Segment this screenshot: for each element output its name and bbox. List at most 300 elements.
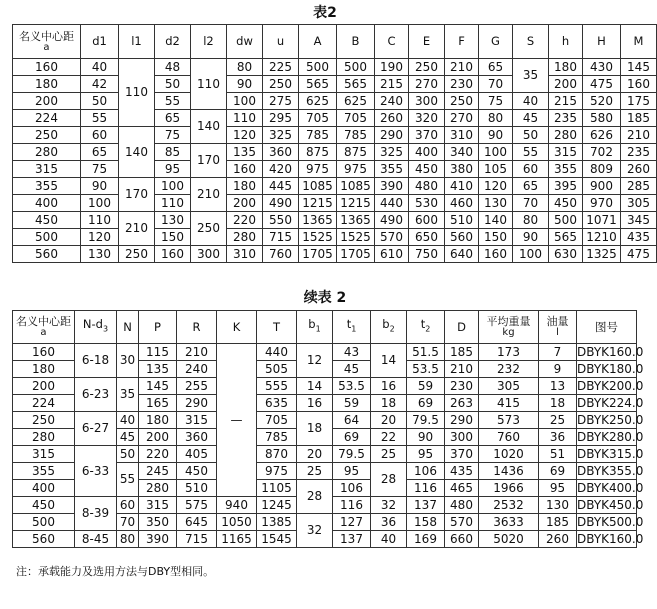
cell-P: 315: [139, 497, 177, 514]
cell-t2: 116: [407, 480, 445, 497]
cell-weight: 305: [479, 378, 539, 395]
cell-weight: 573: [479, 412, 539, 429]
cell-D: 300: [445, 429, 479, 446]
cell-E: 250: [409, 59, 445, 76]
cell-C: 190: [375, 59, 409, 76]
cell-M: 210: [621, 127, 657, 144]
cell-E: 650: [409, 229, 445, 246]
cell-t2: 158: [407, 514, 445, 531]
cell-h: 200: [549, 76, 583, 93]
cell-h: 355: [549, 161, 583, 178]
cell-b2: 32: [371, 497, 407, 514]
cell-A: 875: [299, 144, 337, 161]
cell-t2: 137: [407, 497, 445, 514]
cell-A: 1365: [299, 212, 337, 229]
cell-C: 325: [375, 144, 409, 161]
cell-G: 160: [479, 246, 513, 263]
cell-t2: 59: [407, 378, 445, 395]
cell-M: 435: [621, 229, 657, 246]
cell-G: 90: [479, 127, 513, 144]
header-d1: d1: [81, 25, 119, 59]
row-a: 280: [13, 144, 81, 161]
table2-body: [13, 344, 644, 548]
cell-a: 500: [13, 514, 75, 531]
cell-A: 1085: [299, 178, 337, 195]
cell-D: 370: [445, 446, 479, 463]
cell-t1: 137: [333, 531, 371, 548]
cell-S: 55: [513, 144, 549, 161]
cell-B: 1085: [337, 178, 375, 195]
cell-H: 520: [583, 93, 621, 110]
table2-row: [13, 446, 637, 463]
cell-P: 115: [139, 344, 177, 361]
table1-row: [13, 144, 657, 161]
cell-G: 70: [479, 76, 513, 93]
cell-F: 640: [445, 246, 479, 263]
footnote: 注：承载能力及选用方法与DBY型相同。: [16, 565, 215, 578]
cell-h: 500: [549, 212, 583, 229]
cell-C: 240: [375, 93, 409, 110]
cell-P: 135: [139, 361, 177, 378]
cell-B: 1525: [337, 229, 375, 246]
cell-H: 900: [583, 178, 621, 195]
cell-M: 160: [621, 76, 657, 93]
cell-D: 230: [445, 378, 479, 395]
cell-d1: 40: [81, 59, 119, 76]
cell-dw: 220: [227, 212, 263, 229]
cell-N: 40: [117, 412, 139, 429]
cell-A: 1215: [299, 195, 337, 212]
cell-weight: 2532: [479, 497, 539, 514]
table1-row: [13, 229, 657, 246]
cell-t1: 127: [333, 514, 371, 531]
cell-nd: 8-39: [75, 497, 117, 531]
cell-h: 235: [549, 110, 583, 127]
cell-dw: 135: [227, 144, 263, 161]
cell-S: 100: [513, 246, 549, 263]
cell-fig: DBYK224.0: [577, 395, 644, 410]
cell-D: 435: [445, 463, 479, 480]
cell-H: 970: [583, 195, 621, 212]
cell-H: 1210: [583, 229, 621, 246]
cell-N: 60: [117, 497, 139, 514]
cell-nd: 6-18: [75, 344, 117, 378]
cell-weight: 3633: [479, 514, 539, 531]
cell-d2: 130: [155, 212, 191, 229]
cell-R: 575: [177, 497, 217, 514]
cell-R: 450: [177, 463, 217, 480]
cell-F: 310: [445, 127, 479, 144]
cell-T: 785: [257, 429, 297, 446]
cell-u: 715: [263, 229, 299, 246]
cell-weight: 5020: [479, 531, 539, 548]
cell-l1: 250: [119, 246, 155, 263]
header-A: A: [299, 25, 337, 59]
cell-H: 430: [583, 59, 621, 76]
cell-oil: 13: [539, 378, 577, 395]
cell-d2: 100: [155, 178, 191, 195]
cell-F: 250: [445, 93, 479, 110]
cell-a: 224: [13, 395, 75, 412]
cell-b1: 18: [297, 412, 333, 446]
table1-header-row: [13, 25, 657, 59]
header-drawing-number: 图号: [577, 311, 637, 344]
cell-h: 180: [549, 59, 583, 76]
cell-F: 560: [445, 229, 479, 246]
cell-b2: 22: [371, 429, 407, 446]
row-a: 560: [13, 246, 81, 263]
cell-t2: 79.5: [407, 412, 445, 429]
cell-B: 625: [337, 93, 375, 110]
cell-C: 490: [375, 212, 409, 229]
cell-u: 490: [263, 195, 299, 212]
cell-C: 290: [375, 127, 409, 144]
cell-d2: 85: [155, 144, 191, 161]
row-a: 500: [13, 229, 81, 246]
cell-l2: 170: [191, 144, 227, 178]
cell-S: 80: [513, 212, 549, 229]
cell-P: 165: [139, 395, 177, 412]
row-a: 250: [13, 127, 81, 144]
cell-fig: DBYK500.0: [577, 514, 644, 529]
cell-A: 1705: [299, 246, 337, 263]
cell-D: 465: [445, 480, 479, 497]
cell-N: 55: [117, 463, 139, 497]
header-l1: l1: [119, 25, 155, 59]
cell-l2: 140: [191, 110, 227, 144]
header-S: S: [513, 25, 549, 59]
cell-A: 975: [299, 161, 337, 178]
header-D: D: [445, 311, 479, 344]
cell-oil: 7: [539, 344, 577, 361]
cell-S: 40: [513, 93, 549, 110]
cell-b2: 20: [371, 412, 407, 429]
header-C: C: [375, 25, 409, 59]
cell-R: 715: [177, 531, 217, 548]
cell-F: 460: [445, 195, 479, 212]
cell-B: 565: [337, 76, 375, 93]
header-T: T: [257, 311, 297, 344]
cell-M: 145: [621, 59, 657, 76]
cell-T: 505: [257, 361, 297, 378]
table1-row: [13, 246, 657, 263]
cell-E: 750: [409, 246, 445, 263]
table1-body: [13, 59, 657, 263]
table1-row: [13, 195, 657, 212]
cell-T: 975: [257, 463, 297, 480]
cell-weight: 1436: [479, 463, 539, 480]
cell-oil: 185: [539, 514, 577, 531]
cell-b1: 12: [297, 344, 333, 378]
cell-P: 390: [139, 531, 177, 548]
cell-M: 285: [621, 178, 657, 195]
cell-t1: 116: [333, 497, 371, 514]
row-a: 315: [13, 161, 81, 178]
cell-b1: 14: [297, 378, 333, 395]
cell-B: 875: [337, 144, 375, 161]
cell-A: 785: [299, 127, 337, 144]
cell-R: 510: [177, 480, 217, 497]
cell-weight: 1020: [479, 446, 539, 463]
cell-fig: DBYK450.0: [577, 497, 644, 512]
cell-t1: 45: [333, 361, 371, 378]
cell-A: 1525: [299, 229, 337, 246]
cell-C: 355: [375, 161, 409, 178]
header-center-distance: 名义中心距 a: [13, 311, 75, 344]
table1-row: [13, 212, 657, 229]
header-P: P: [139, 311, 177, 344]
cell-t1: 59: [333, 395, 371, 412]
table1-row: [13, 178, 657, 195]
cell-d2: 50: [155, 76, 191, 93]
row-a: 450: [13, 212, 81, 229]
cell-S: 60: [513, 161, 549, 178]
cell-P: 245: [139, 463, 177, 480]
cell-N: 70: [117, 514, 139, 531]
cell-fig: DBYK400.0: [577, 480, 644, 495]
cell-dw: 310: [227, 246, 263, 263]
cell-d1: 50: [81, 93, 119, 110]
cell-C: 440: [375, 195, 409, 212]
cell-d2: 160: [155, 246, 191, 263]
header-d2: d2: [155, 25, 191, 59]
cell-b2: 18: [371, 395, 407, 412]
cell-M: 305: [621, 195, 657, 212]
header-R: R: [177, 311, 217, 344]
cell-nd: 6-33: [75, 446, 117, 497]
cell-nd: 8-45: [75, 531, 117, 548]
cell-b2: 16: [371, 378, 407, 395]
cell-h: 215: [549, 93, 583, 110]
cell-T: 440: [257, 344, 297, 361]
cell-t1: 79.5: [333, 446, 371, 463]
cell-l2: 110: [191, 59, 227, 110]
cell-dw: 180: [227, 178, 263, 195]
cell-dw: 120: [227, 127, 263, 144]
header-t1: $t_1$: [333, 311, 371, 344]
cell-G: 75: [479, 93, 513, 110]
cell-H: 702: [583, 144, 621, 161]
cell-N: 30: [117, 344, 139, 378]
cell-H: 1071: [583, 212, 621, 229]
cell-d1: 60: [81, 127, 119, 144]
cell-u: 445: [263, 178, 299, 195]
header-F: F: [445, 25, 479, 59]
cell-t1: 69: [333, 429, 371, 446]
cell-a: 250: [13, 412, 75, 429]
cell-B: 975: [337, 161, 375, 178]
cell-d2: 65: [155, 110, 191, 127]
cell-fig: DBYK280.0: [577, 429, 644, 444]
cell-oil: 51: [539, 446, 577, 463]
table1-row: [13, 110, 657, 127]
cell-oil: 9: [539, 361, 577, 378]
cell-a: 400: [13, 480, 75, 497]
cell-E: 450: [409, 161, 445, 178]
cell-d1: 75: [81, 161, 119, 178]
cell-F: 380: [445, 161, 479, 178]
cell-M: 235: [621, 144, 657, 161]
cell-E: 270: [409, 76, 445, 93]
cell-F: 510: [445, 212, 479, 229]
cell-dw: 280: [227, 229, 263, 246]
row-a: 180: [13, 76, 81, 93]
cell-S: 50: [513, 127, 549, 144]
cell-t2: 51.5: [407, 344, 445, 361]
cell-a: 200: [13, 378, 75, 395]
cell-dw: 160: [227, 161, 263, 178]
cell-u: 295: [263, 110, 299, 127]
cell-R: 360: [177, 429, 217, 446]
cell-l1: 210: [119, 212, 155, 246]
cell-F: 270: [445, 110, 479, 127]
table1-row: [13, 93, 657, 110]
cell-t2: 90: [407, 429, 445, 446]
cell-T: 1245: [257, 497, 297, 514]
cell-l2: 250: [191, 212, 227, 246]
cell-M: 175: [621, 93, 657, 110]
cell-G: 140: [479, 212, 513, 229]
cell-T: 1385: [257, 514, 297, 531]
cell-R: 290: [177, 395, 217, 412]
header-dw: dw: [227, 25, 263, 59]
cell-weight: 1966: [479, 480, 539, 497]
header-N: N: [117, 311, 139, 344]
table1-row: [13, 76, 657, 93]
cell-d1: 90: [81, 178, 119, 195]
cell-P: 350: [139, 514, 177, 531]
cell-R: 210: [177, 344, 217, 361]
header-h: h: [549, 25, 583, 59]
header-u: u: [263, 25, 299, 59]
cell-G: 105: [479, 161, 513, 178]
cell-u: 250: [263, 76, 299, 93]
cell-D: 210: [445, 361, 479, 378]
table1-title: 表2: [313, 5, 337, 21]
cell-t2: 106: [407, 463, 445, 480]
cell-M: 260: [621, 161, 657, 178]
cell-oil: 25: [539, 412, 577, 429]
cell-D: 290: [445, 412, 479, 429]
cell-h: 565: [549, 229, 583, 246]
cell-fig: DBYK315.0: [577, 446, 644, 461]
cell-d1: 110: [81, 212, 119, 229]
cell-S: 35: [513, 59, 549, 93]
cell-u: 360: [263, 144, 299, 161]
cell-oil: 18: [539, 395, 577, 412]
header-center-distance: 名义中心距 a: [13, 25, 81, 59]
cell-t2: 69: [407, 395, 445, 412]
cell-E: 370: [409, 127, 445, 144]
cell-d1: 65: [81, 144, 119, 161]
cell-d1: 130: [81, 246, 119, 263]
cell-fig: DBYK200.0: [577, 378, 644, 393]
cell-d2: 55: [155, 93, 191, 110]
cell-D: 480: [445, 497, 479, 514]
cell-D: 660: [445, 531, 479, 548]
cell-nd: 6-23: [75, 378, 117, 412]
row-a: 400: [13, 195, 81, 212]
cell-dw: 90: [227, 76, 263, 93]
cell-h: 630: [549, 246, 583, 263]
cell-h: 280: [549, 127, 583, 144]
table2-row: [13, 412, 637, 429]
cell-T: 635: [257, 395, 297, 412]
cell-B: 1705: [337, 246, 375, 263]
header-avg-weight: 平均重量 kg: [479, 311, 539, 344]
cell-t2: 53.5: [407, 361, 445, 378]
cell-u: 275: [263, 93, 299, 110]
cell-d2: 48: [155, 59, 191, 76]
cell-S: 45: [513, 110, 549, 127]
header-b1: $b_1$: [297, 311, 333, 344]
cell-K: 940: [217, 497, 257, 514]
cell-K: —: [217, 344, 257, 497]
cell-l1: 140: [119, 127, 155, 178]
cell-C: 570: [375, 229, 409, 246]
header-B: B: [337, 25, 375, 59]
cell-fig: DBYK160.0: [577, 531, 644, 546]
cell-A: 705: [299, 110, 337, 127]
table2-header-row: [13, 311, 637, 344]
cell-h: 315: [549, 144, 583, 161]
cell-u: 325: [263, 127, 299, 144]
cell-b2: 14: [371, 344, 407, 378]
cell-R: 645: [177, 514, 217, 531]
cell-weight: 232: [479, 361, 539, 378]
cell-weight: 760: [479, 429, 539, 446]
cell-R: 240: [177, 361, 217, 378]
cell-P: 180: [139, 412, 177, 429]
cell-E: 300: [409, 93, 445, 110]
cell-oil: 36: [539, 429, 577, 446]
cell-G: 130: [479, 195, 513, 212]
cell-h: 450: [549, 195, 583, 212]
cell-h: 395: [549, 178, 583, 195]
cell-P: 200: [139, 429, 177, 446]
header-K: K: [217, 311, 257, 344]
cell-B: 785: [337, 127, 375, 144]
cell-fig: DBYK160.0: [577, 344, 644, 359]
header-n-d3: $N-d_3$: [75, 311, 117, 344]
cell-l2: 210: [191, 178, 227, 212]
dimension-table-1: [12, 24, 657, 263]
cell-D: 185: [445, 344, 479, 361]
cell-T: 1545: [257, 531, 297, 548]
cell-H: 626: [583, 127, 621, 144]
cell-K: 1050: [217, 514, 257, 531]
cell-u: 760: [263, 246, 299, 263]
cell-dw: 110: [227, 110, 263, 127]
cell-a: 355: [13, 463, 75, 480]
cell-a: 450: [13, 497, 75, 514]
cell-R: 315: [177, 412, 217, 429]
row-a: 200: [13, 93, 81, 110]
header-b2: $b_2$: [371, 311, 407, 344]
cell-b2: 25: [371, 446, 407, 463]
cell-d1: 120: [81, 229, 119, 246]
cell-t1: 53.5: [333, 378, 371, 395]
cell-T: 705: [257, 412, 297, 429]
cell-oil: 95: [539, 480, 577, 497]
cell-dw: 100: [227, 93, 263, 110]
cell-M: 345: [621, 212, 657, 229]
cell-b2: 28: [371, 463, 407, 497]
cell-E: 400: [409, 144, 445, 161]
cell-b2: 36: [371, 514, 407, 531]
table2-row: [13, 378, 637, 395]
cell-fig: DBYK355.0: [577, 463, 644, 478]
